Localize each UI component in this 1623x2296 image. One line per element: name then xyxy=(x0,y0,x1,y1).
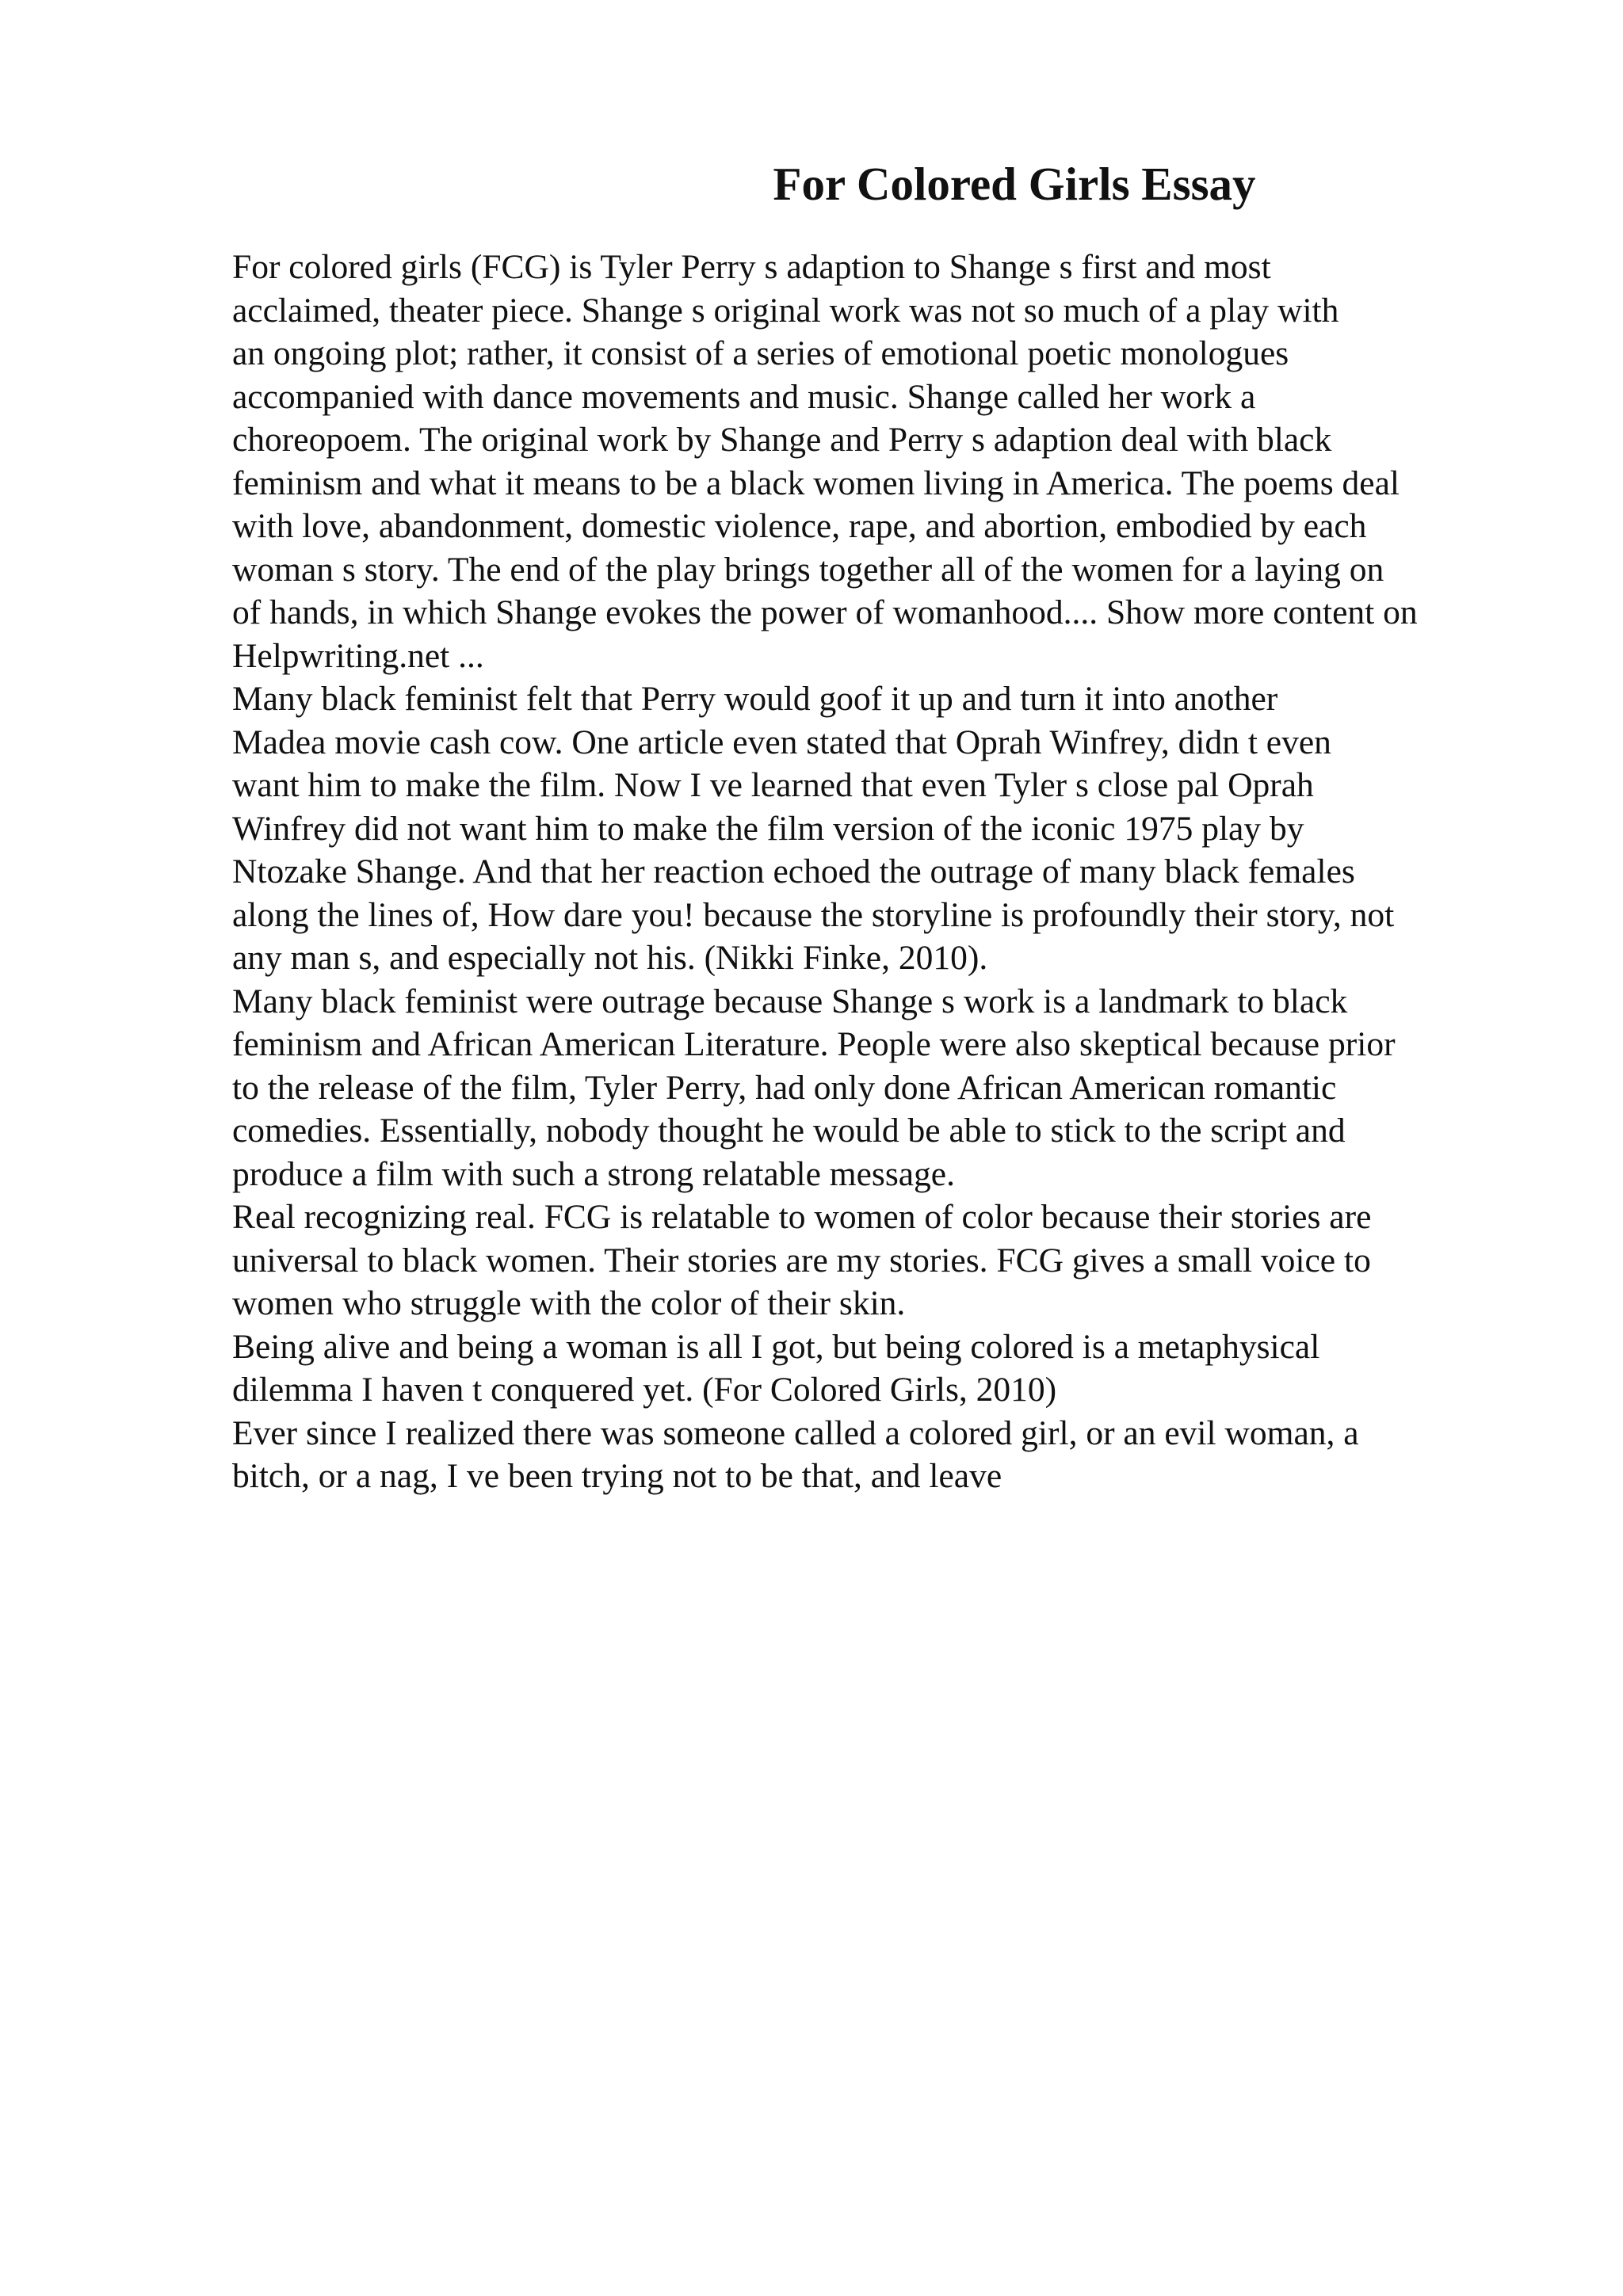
body-line: produce a film with such a strong relatable message. xyxy=(232,1154,955,1193)
body-line: comedies. Essentially, nobody thought he would be able to stick to the script and xyxy=(232,1112,1346,1150)
body-line: feminism and what it means to be a black women living in America. The poems deal xyxy=(232,463,1400,502)
body-line: feminism and African American Literature. People were also skeptical because prior xyxy=(232,1025,1396,1063)
body-line: women who struggle with the color of their skin. xyxy=(232,1284,906,1322)
body-line: Being alive and being a woman is all I got, but being colored is a metaphysical xyxy=(232,1327,1320,1366)
body-line: along the lines of, How dare you! because the storyline is profoundly their story, not xyxy=(232,895,1395,934)
body-line: Ever since I realized there was someone called a colored girl, or an evil woman, a xyxy=(232,1413,1359,1452)
body-line: universal to black women. Their stories are my stories. FCG gives a small voice to xyxy=(232,1241,1371,1280)
body-line: Helpwriting.net ... xyxy=(232,636,484,675)
body-line: of hands, in which Shange evokes the power of womanhood.... Show more content on xyxy=(232,593,1418,631)
body-line: dilemma I haven t conquered yet. (For Colored Girls, 2010) xyxy=(232,1371,1057,1409)
body-line: Many black feminist were outrage because Shange s work is a landmark to black xyxy=(232,982,1348,1020)
body-line: Winfrey did not want him to make the film version of the iconic 1975 play by xyxy=(232,809,1304,848)
body-line: want him to make the film. Now I ve learned that even Tyler s close pal Oprah xyxy=(232,766,1314,804)
body-line: Madea movie cash cow. One article even stated that Oprah Winfrey, didn t even xyxy=(232,723,1331,761)
body-line: Ntozake Shange. And that her reaction echoed the outrage of many black females xyxy=(232,852,1355,891)
body-line: For colored girls (FCG) is Tyler Perry s adaption to Shange s first and most xyxy=(232,248,1271,286)
body-line: Many black feminist felt that Perry would goof it up and turn it into another xyxy=(232,680,1278,718)
body-line: accompanied with dance movements and music. Shange called her work a xyxy=(232,377,1256,416)
body-line: bitch, or a nag, I ve been trying not to be that, and leave xyxy=(232,1457,1002,1495)
document-body xyxy=(232,246,1532,1498)
body-line: an ongoing plot; rather, it consist of a series of emotional poetic monologues xyxy=(232,334,1289,372)
body-line: choreopoem. The original work by Shange and Perry s adaption deal with black xyxy=(232,421,1332,459)
body-line: woman s story. The end of the play brings together all of the women for a laying on xyxy=(232,550,1384,589)
body-line: Real recognizing real. FCG is relatable to women of color because their stories are xyxy=(232,1198,1372,1236)
document-title: For Colored Girls Essay xyxy=(773,158,1256,210)
body-line: to the release of the film, Tyler Perry, had only done African American romantic xyxy=(232,1068,1337,1107)
body-line: any man s, and especially not his. (Nikki Finke, 2010). xyxy=(232,939,988,977)
body-line: acclaimed, theater piece. Shange s original work was not so much of a play with xyxy=(232,291,1339,330)
body-line: with love, abandonment, domestic violence, rape, and abortion, embodied by each xyxy=(232,507,1367,545)
